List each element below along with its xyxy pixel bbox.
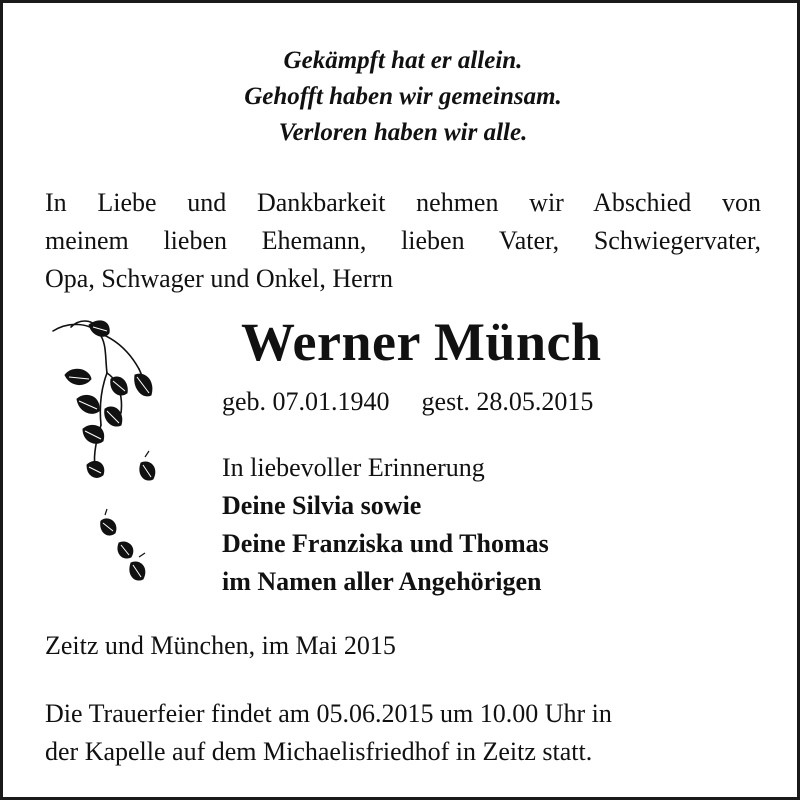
motto-line-2: Gehofft haben wir gemeinsam. [244,83,562,110]
memorial-line-2: Deine Silvia sowie [222,491,422,520]
place-and-date: Zeitz und München, im Mai 2015 [45,631,396,660]
life-dates [222,383,593,421]
intro-line-1: In Liebe und Dankbarkeit nehmen wir Abschied von [45,188,761,217]
service-line-1: Die Trauerfeier findet am 05.06.2015 um 10.00 Uhr in [45,699,612,728]
service-line-2: der Kapelle auf dem Michaelisfriedhof in Zeitz statt. [45,737,593,766]
intro-line-3: Opa, Schwager und Onkel, Herrn [45,264,394,293]
memorial-block [222,449,549,601]
intro-text [45,184,761,298]
memorial-line-3: Deine Franziska und Thomas [222,529,549,558]
memorial-line-4: im Namen aller Angehörigen [222,567,542,596]
intro-line-2: meinem lieben Ehemann, lieben Vater, Schwiegervater, [45,226,761,255]
motto [3,43,800,151]
memorial-line-1: In liebevoller Erinnerung [222,453,485,482]
motto-line-1: Gekämpft hat er allein. [283,47,523,74]
birth-date: geb. 07.01.1940 [222,387,390,416]
death-date: gest. 28.05.2015 [421,387,594,416]
deceased-name: Werner Münch [241,312,602,372]
motto-line-3: Verloren haben wir alle. [278,119,528,146]
falling-leaves-icon [49,317,179,587]
funeral-service-info [45,695,612,771]
